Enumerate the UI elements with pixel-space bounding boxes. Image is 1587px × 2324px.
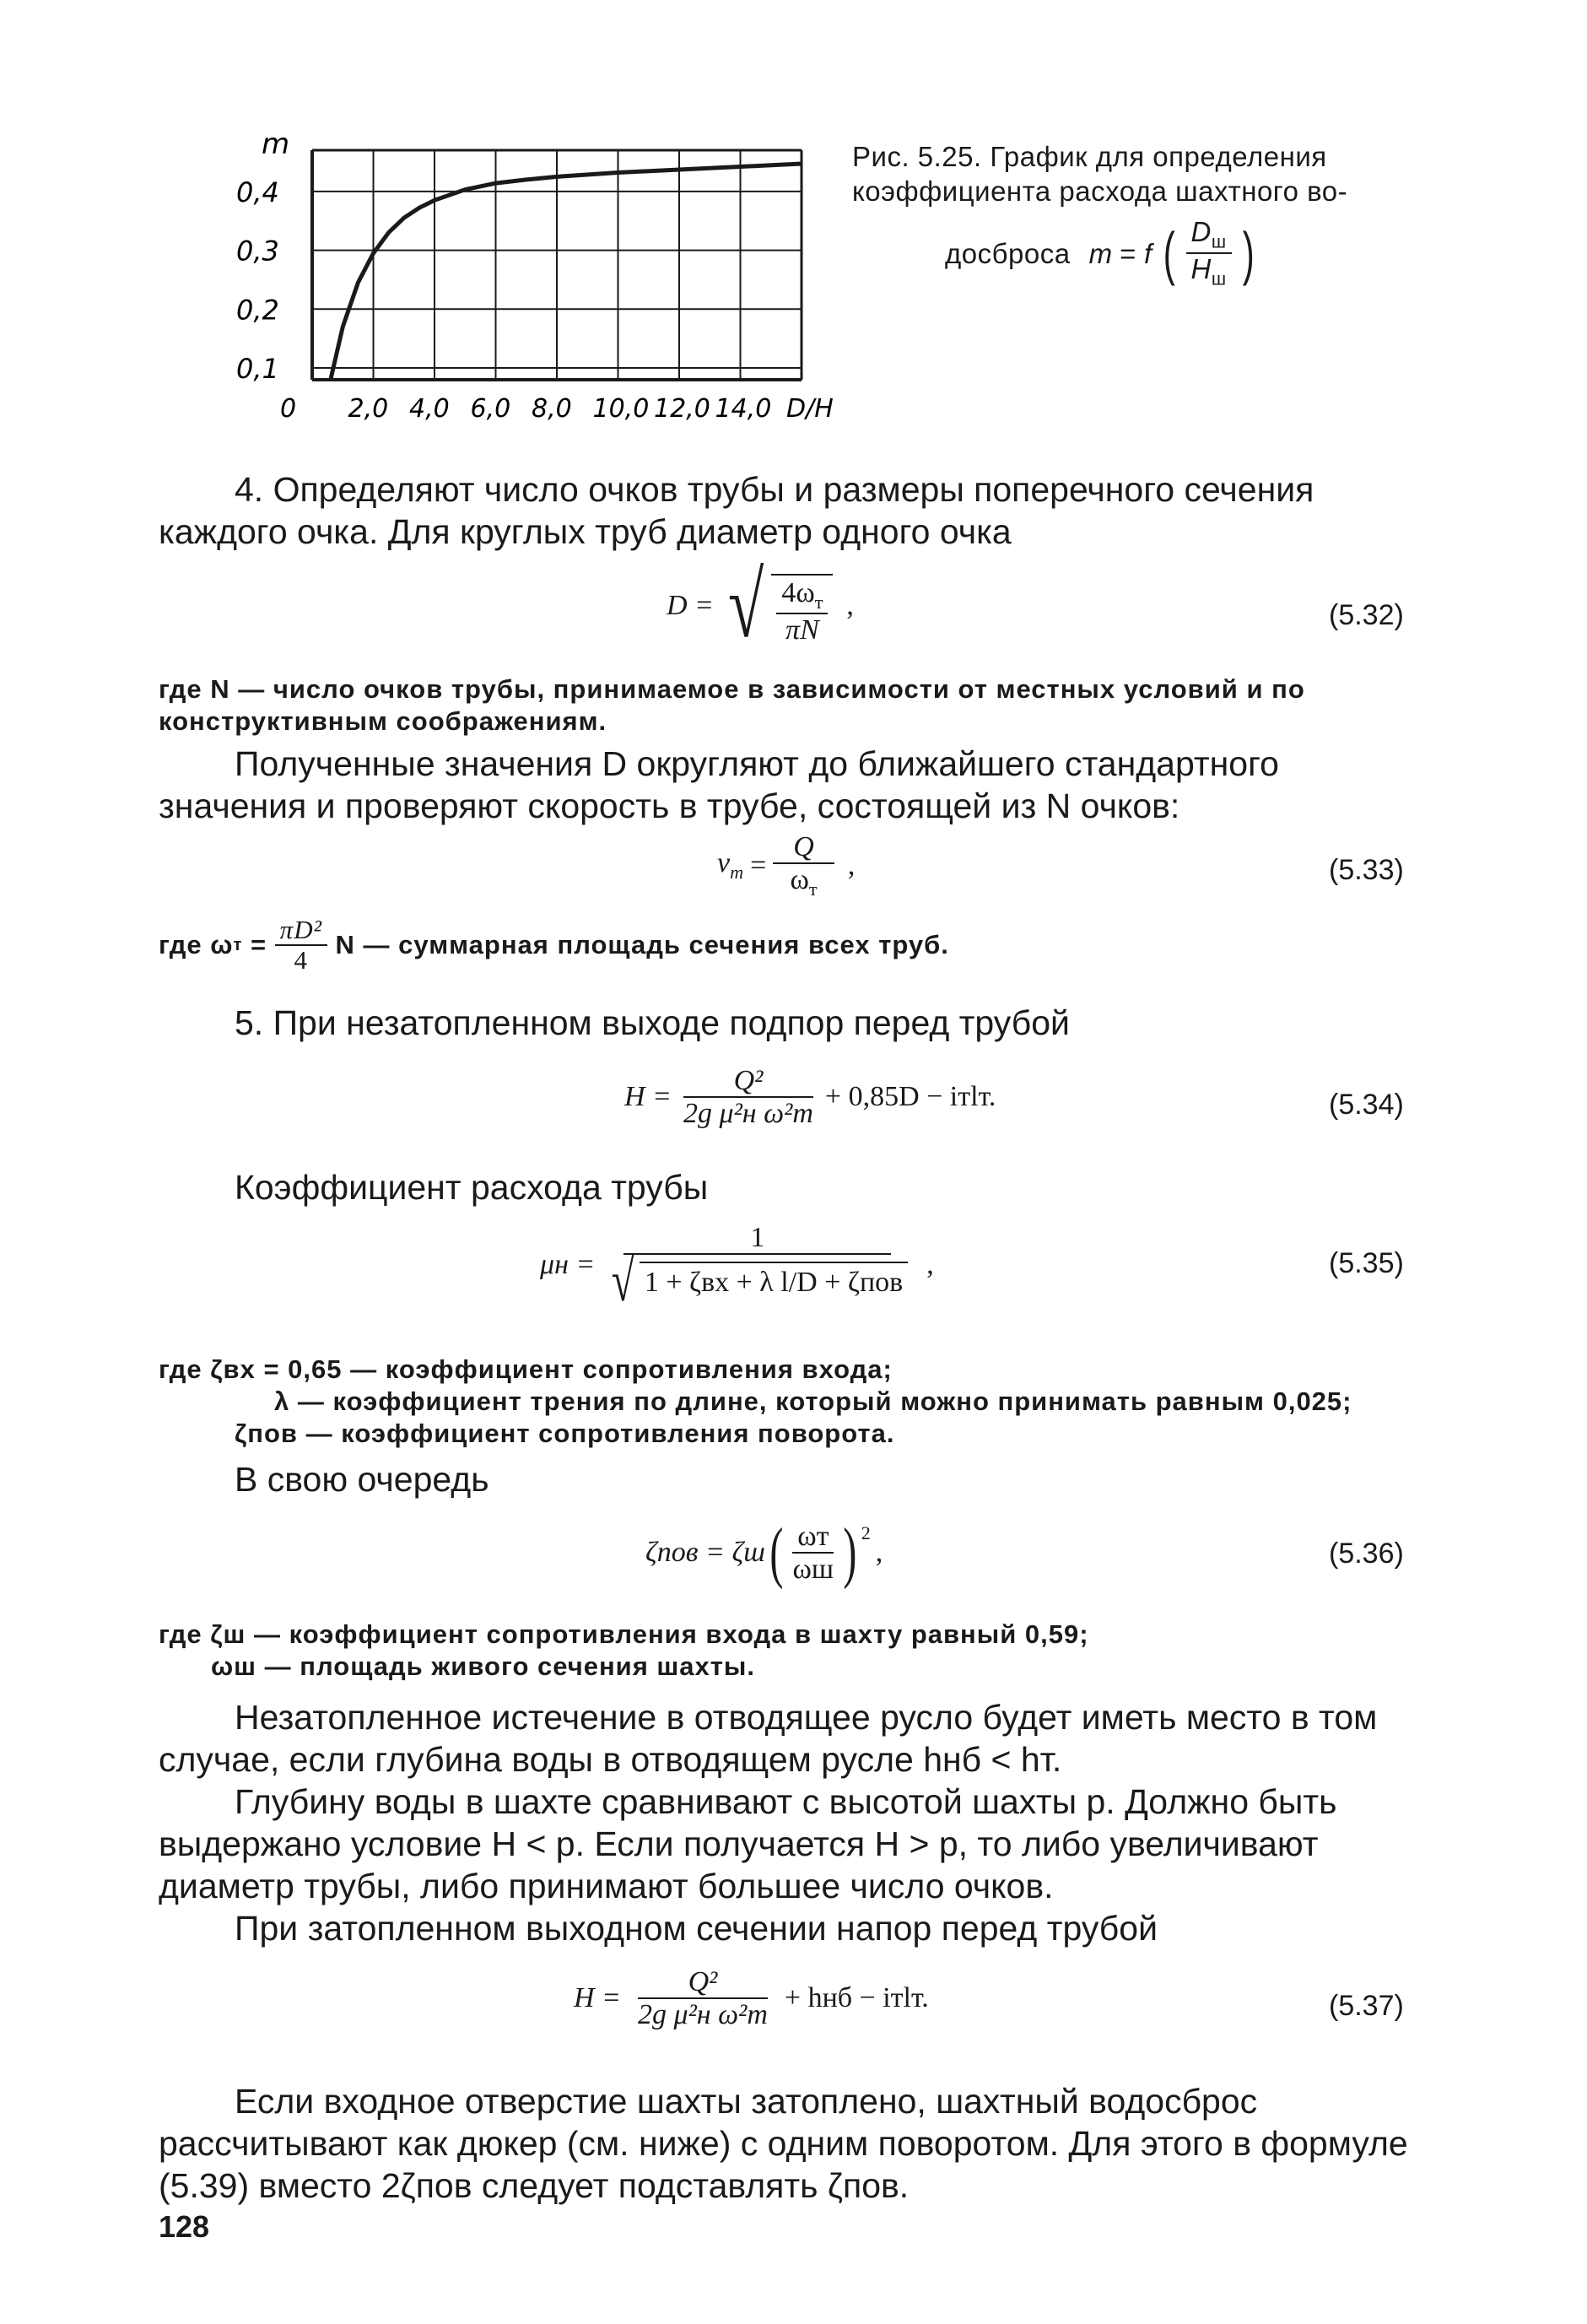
equation-5-34 (624, 1065, 996, 1130)
eq532-num-sub: т (814, 591, 823, 613)
eq534-den: 2g μ²н ω²т (683, 1098, 813, 1130)
eq532-comma: , (846, 589, 854, 621)
caption-num: D (1190, 216, 1212, 247)
equation-5-36: ζпов = ζш ( $\frac{\omega т}{\omega ш}$ ) $^2$ , (645, 1516, 883, 1590)
chart-y-ticks (236, 176, 279, 385)
chart-y-tick-label: 0,4 (236, 176, 279, 208)
paragraph-4: 4. Определяют число очков трубы и размеры поперечного сечения каждого очка. Для круглых труб диаметр одного очка (159, 470, 1314, 551)
where-zeta-line-3: ζпов — коэффициент сопротивления поворота. (235, 1419, 895, 1448)
where-shaft-line-2: ωш — площадь живого сечения шахты. (211, 1651, 756, 1681)
eq533-den: ω (790, 864, 809, 896)
eq535-number: (5.35) (1329, 1247, 1404, 1279)
in-turn-text: В свою очередь (235, 1460, 489, 1499)
caption-formula (945, 217, 1426, 289)
caption-prefix: досброса (945, 237, 1071, 269)
where-shaft-line-1: где ζш — коэффициент сопротивления входа в шахту равный 0,59; (159, 1619, 1089, 1649)
equation-5-33 (717, 831, 855, 900)
eq533-number: (5.33) (1329, 854, 1404, 886)
chart-x-ticks (280, 394, 834, 424)
eq536-comma: , (875, 1537, 883, 1568)
where-omega-prefix-sub: т (233, 936, 243, 955)
where-omega-rest: N — суммарная площадь сечения всех труб. (327, 930, 949, 960)
eq534-lhs: H = (624, 1081, 672, 1113)
eq532-sqrt: √ $\frac{4\omega_т}{\pi N}$ (721, 564, 833, 647)
eq536-number: (5.36) (1329, 1538, 1404, 1570)
equation-5-32 (667, 554, 854, 657)
paragraph-rounding: Полученные значения D округляют до ближайшего стандартного значения и проверяют скорость в трубе, состоящей из N очков: (159, 744, 1279, 825)
eq533-lhs-sub: т (730, 862, 744, 884)
eq537-den: 2g μ²н ω²т (638, 1999, 768, 2031)
caption-den-sub: ш (1211, 268, 1227, 289)
paragraph-flooded: При затопленном выходном сечении напор перед трубой (235, 1909, 1158, 1948)
equation-5-35: μн = 1 √ 1 + ζвх + λ l/D + ζпов , (540, 1222, 934, 1315)
paragraph-depth: Глубину воды в шахте сравнивают с высотой шахты p. Должно быть выдержано условие H < p. Если получается H > p, то либо увеличивают диаметр трубы, либо принимают большее число очков. (159, 1782, 1337, 1905)
eq534-rest: + 0,85D − iтlт. (824, 1081, 996, 1113)
eq537-number: (5.37) (1329, 1990, 1404, 2022)
chart-y-tick-label: 0,3 (236, 235, 279, 268)
chart-x-tick-label: 8,0 (532, 394, 572, 424)
chart-y-tick-label: 0,1 (236, 353, 279, 386)
paragraph-non-flooded: Незатопленное истечение в отводящее русло будет иметь место в том случае, если глубина воды в отводящем русле hнб < hт. (159, 1698, 1378, 1779)
caption-line-2: коэффициента расхода шахтного во- (852, 176, 1348, 207)
caption-num-sub: ш (1211, 231, 1227, 252)
chart-x-tick-label: 6,0 (470, 394, 511, 424)
where-zeta-line-1: где ζвх = 0,65 — коэффициент сопротивления входа; (159, 1354, 893, 1384)
eq532-den: πN (785, 613, 819, 646)
where-zeta-line-2: λ — коэффициент трения по длине, который можно принимать равным 0,025; (274, 1386, 1352, 1416)
eq532-lhs: D = (667, 589, 714, 621)
chart-x-tick-label: 14,0 (715, 394, 772, 424)
caption-fraction (1186, 217, 1232, 289)
eq537-rest: + hнб − iтlт. (784, 1982, 929, 2014)
where-omega-num: πD² (275, 916, 327, 946)
eq532-number: (5.32) (1329, 599, 1404, 631)
where-omega-den: 4 (294, 945, 309, 976)
eq533-comma: , (847, 849, 856, 881)
eq533-den-sub: т (808, 878, 818, 900)
eq537-lhs: H = (574, 1982, 621, 2014)
eq532-num: 4ω (781, 576, 815, 608)
caption-m: m (1088, 237, 1113, 269)
page-number: 128 (159, 2209, 210, 2244)
eq536-num: ωт (792, 1521, 834, 1554)
where-omega-prefix: где ω (159, 930, 234, 960)
equation-5-37 (574, 1966, 929, 2031)
eq535-comma: , (926, 1249, 934, 1281)
chart-x-tick-label: 2,0 (348, 394, 389, 424)
caption-line-1: Рис. 5.25. График для определения (852, 141, 1327, 172)
where-n-definition: где N — число очков трубы, принимаемое в зависимости от местных условий и по конструктивным соображениям. (159, 674, 1305, 736)
eq534-number: (5.34) (1329, 1089, 1404, 1121)
eq536-lhs: ζпов = ζш (645, 1537, 765, 1568)
chart-x-tick-label: 0 (280, 394, 297, 424)
paragraph-final: Если входное отверстие шахты затоплено, шахтный водосброс рассчитывают как дюкер (см. ниже) с одним поворотом. Для этого в формуле (5.39) вместо 2ζпов следует подставлять ζпов. (159, 2082, 1408, 2205)
eq535-den: 1 + ζвх + λ l/D + ζпов (640, 1262, 908, 1301)
coefficient-heading: Коэффициент расхода трубы (235, 1168, 709, 1207)
eq537-num: Q² (638, 1966, 769, 1999)
chart-x-tick-label: 12,0 (654, 394, 710, 424)
eq535-num: 1 (623, 1222, 891, 1255)
eq533-lhs: v (717, 847, 731, 879)
chart-x-tick-label: 4,0 (409, 394, 450, 424)
eq533-num: Q (773, 831, 834, 864)
where-omega-eq: = (242, 930, 275, 960)
chart-x-tick-label: 10,0 (592, 394, 650, 424)
where-omega-definition (159, 916, 949, 975)
caption-eq: = f (1119, 237, 1152, 269)
paragraph-5: 5. При незатопленном выходе подпор перед трубой (235, 1003, 1070, 1042)
figure-caption (852, 139, 1426, 289)
eq534-num: Q² (683, 1065, 814, 1098)
chart-y-axis-label: m (262, 127, 290, 161)
eq533-eq: = (750, 849, 767, 881)
chart-series-line (331, 164, 802, 380)
caption-left-paren: ( (1163, 220, 1175, 287)
chart-x-axis-label: D/H (786, 394, 834, 424)
discharge-coefficient-chart (228, 127, 835, 430)
chart-grid (312, 150, 802, 380)
chart-y-tick-label: 0,2 (236, 294, 279, 327)
caption-right-paren: ) (1242, 220, 1255, 287)
eq535-lhs: μн = (540, 1249, 596, 1281)
eq536-power: 2 (861, 1522, 871, 1543)
eq536-den: ωш (792, 1554, 834, 1585)
caption-den: H (1190, 253, 1212, 285)
